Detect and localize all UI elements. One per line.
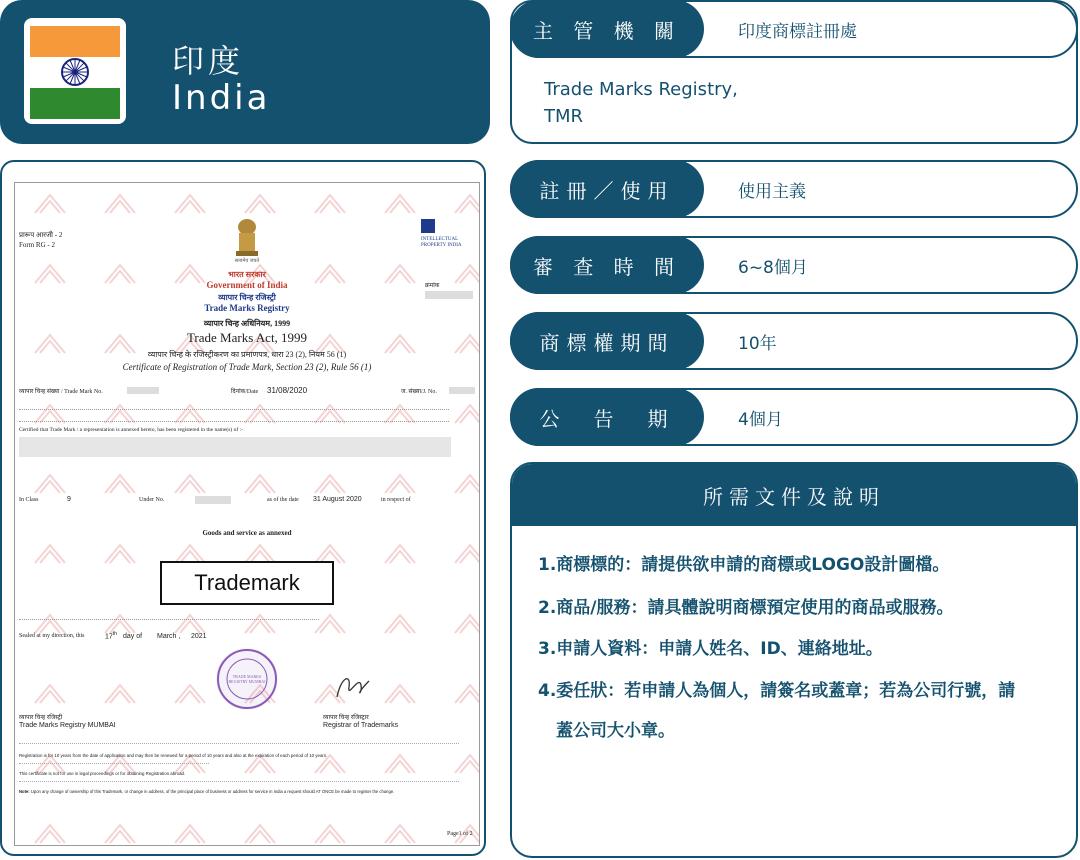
document-item: 2.商品/服務：請具體說明商標預定使用的商品或服務。 [538, 598, 954, 618]
right-sign-hi: व्यापार चिन्ह रजिस्ट्रार [323, 715, 369, 721]
gov-en: Government of India [206, 280, 288, 290]
info-row-registration [510, 160, 1078, 218]
goods-label: Goods and service as annexed [202, 529, 292, 537]
trademark-box [160, 561, 334, 605]
note-legal: This certificate is not for use in legal proceedings or for obtaining Registration abroad. [19, 771, 186, 776]
info-row-publication [510, 388, 1078, 446]
sealed-label: Sealed at my direction, this [19, 633, 85, 639]
under-no-redacted [195, 496, 231, 504]
tm-no-label: व्यापार चिन्ह संख्या / Trade Mark No. [19, 389, 103, 395]
page-number: Page1 of 2 [447, 831, 473, 837]
under-no-label: Under No. [139, 497, 165, 503]
info-row-term [510, 312, 1078, 370]
authority-value-en [544, 76, 804, 130]
document-item: 蓋公司大小章。 [556, 721, 675, 741]
date-label: दिनांक/Date [231, 389, 259, 395]
info-row-label: 審 查 時 間 [510, 236, 704, 294]
ashoka-chakra-icon [59, 56, 91, 88]
info-row-value: 10年 [738, 333, 777, 354]
authority-en-line1: Trade Marks Registry, [544, 79, 738, 100]
info-row-value: 6~8個月 [738, 257, 808, 278]
info-row-label: 註冊／使用 [510, 160, 704, 218]
ip-india-logo-icon [421, 219, 435, 233]
date-value: 31/08/2020 [267, 386, 308, 395]
note-change: Note: Upon any change of ownership of this Trademark, or change in address, of the principal place of business or address for service in India a request should AT ONCE be made to register the change. [19, 789, 395, 794]
authority-en-line2: TMR [544, 106, 584, 127]
certificate-document [14, 182, 480, 846]
sealed-day: 17th [105, 631, 117, 641]
as-of-value: 31 August 2020 [313, 496, 362, 503]
document-item: 1.商標標的：請提供欲申請的商標或LOGO設計圖檔。 [538, 555, 950, 575]
info-row-value: 使用主義 [738, 181, 806, 202]
country-name-en: India [172, 78, 271, 118]
act-hi: व्यापार चिन्ह अधिनियम, 1999 [203, 319, 291, 328]
national-emblem-icon [233, 217, 261, 263]
authority-value-zh: 印度商標註冊處 [738, 21, 857, 42]
left-sign-hi: व्यापार चिन्ह रजिस्ट्री [19, 715, 63, 721]
documents-title: 所需文件及說明 [512, 464, 1076, 526]
stamp-text: TRADE MARKS REGISTRY MUMBAI [228, 674, 266, 684]
right-sign-en: Registrar of Trademarks [323, 722, 399, 729]
sealed-year: 2021 [191, 633, 207, 640]
svg-text:सत्यमेव जयते: सत्यमेव जयते [234, 258, 260, 263]
authority-row [510, 0, 1078, 58]
info-row-label: 商標權期間 [510, 312, 704, 370]
respect-label: in respect of [381, 497, 411, 503]
info-row-exam-time [510, 236, 1078, 294]
cert-title-hi: व्यापार चिन्ह के रजिस्ट्रीकरण का प्रमाणपत्र, धारा 23 (2), नियम 56 (1) [147, 350, 347, 359]
ip-india-logo-text: INTELLECTUAL PROPERTY INDIA [421, 237, 462, 248]
signature-icon [331, 667, 375, 707]
left-sign-en: Trade Marks Registry MUMBAI [19, 722, 116, 729]
as-of-label: as of the date [267, 497, 299, 503]
certified-text: Certified that Trade Mark / a representation is annexed hereto, has been registered in the name(s) of :- [19, 427, 243, 433]
certificate-frame [0, 160, 486, 856]
country-card [0, 0, 490, 144]
tmr-hi: व्यापार चिन्ह रजिस्ट्री [218, 293, 276, 302]
info-row-label: 公 告 期 [510, 388, 704, 446]
cert-title-en: Certificate of Registration of Trade Mark, Section 23 (2), Rule 56 (1) [122, 362, 372, 372]
jno-redacted [449, 387, 475, 394]
documents-box [510, 462, 1078, 858]
tmr-en: Trade Marks Registry [204, 303, 290, 313]
india-flag-icon [24, 18, 126, 124]
form-en: Form RG - 2 [19, 241, 55, 249]
document-item: 3.申請人資料：申請人姓名、ID、連絡地址。 [538, 639, 883, 659]
document-item: 4.委任狀：若申請人為個人，請簽名或蓋章；若為公司行號，請 [538, 681, 1016, 701]
serial-label: क्रमांक [425, 283, 440, 289]
sealed-month: March , [157, 633, 181, 640]
in-class-value: 9 [67, 496, 71, 503]
in-class-label: In Class [19, 497, 39, 503]
note-renewal: Registration is for 10 years from the date of application and may then be renewed for a period of 10 years and also at the expiration of each period of 10 years. [19, 753, 328, 758]
form-hi: प्रारूप आरजी - 2 [19, 231, 63, 239]
act-en: Trade Marks Act, 1999 [186, 330, 308, 345]
gov-hi: भारत सरकार [228, 270, 266, 279]
jno-label: ज. संख्या/J. No. [401, 389, 437, 395]
trademark-word: Trademark [194, 570, 300, 595]
authority-label: 主 管 機 關 [510, 0, 704, 58]
owner-redacted [19, 437, 451, 457]
tm-no-redacted [127, 387, 159, 394]
info-row-value: 4個月 [738, 409, 783, 430]
serial-redacted [425, 291, 473, 299]
sealed-rest: day of [123, 633, 143, 640]
country-name-zh: 印度 [172, 42, 245, 80]
